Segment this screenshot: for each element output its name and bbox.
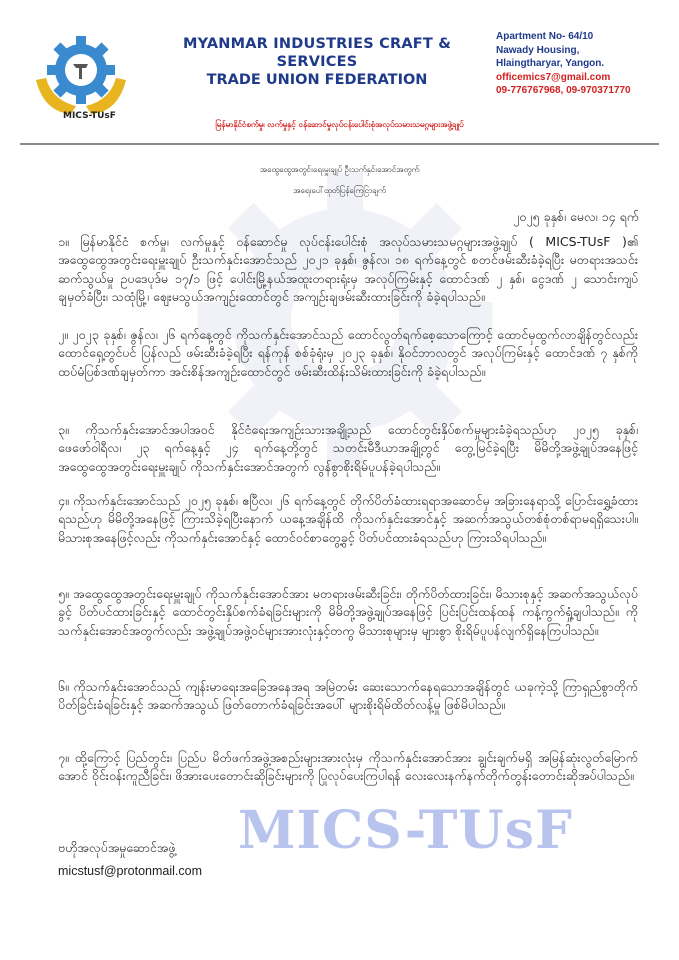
org-name-line2: TRADE UNION FEDERATION <box>206 72 428 88</box>
paragraph-4: ၄။ ကိုသက်နှင်းအောင်သည် ၂၀၂၅ ခုနှစ်၊ ဧပြီလ၊ ၂၆ ရက်နေ့တွင် တိုက်ပိတ်ခံထားရရာအဆောင်မှ အခြားနေရာသို့ ပြောင်းရွှေ့ခံထားရသည်ဟု မိမိတို့အနေဖြင့် ကြားသိခဲ့ရပြီးနောက် ယနေ့အချိန်ထိ ကိုသက်နှင်းအောင်နှင့် အဆက်အသွယ်တစ်စုံတစ်ရာမရရှိသေးပါ။ မိသားစုအနေဖြင့်လည်း ကိုသက်နှင်းအောင်နှင့် ထောင်ဝင်စာတွေ့ခွင့် ပိတ်ပင်ထားခံရသည်ဟု ကြားသိရပါသည်။ <box>58 493 638 545</box>
contact-address <box>496 30 674 98</box>
paragraph-5: ၅။ အထွေထွေအတွင်းရေးမှူးချုပ် ကိုသက်နှင်းအောင်အား မတရားဖမ်းဆီးခြင်း၊ တိုက်ပိတ်ထားခြင်း၊ မိသားစုနှင့် အဆက်အသွယ်လုပ်ခွင့် ပိတ်ပင်ထားခြင်းနှင့် ထောင်တွင်းနှိပ်စက်ခံရခြင်းများကို မိမိတို့အဖွဲ့ချုပ်အနေဖြင့် ပြင်းပြင်းထန်ထန် ကန့်ကွက်ရှုံ့ချပါသည်။ ကိုသက်နှင်းအောင်အတွက်လည်း အဖွဲ့ချုပ်အဖွဲ့ဝင်များအားလုံးနှင့်တကွ မိသားစုများမှ များစွာ စိုးရိမ်ပူပန်လျက်ရှိနေကြပါသည်။ <box>58 586 638 638</box>
paragraph-6: ၆။ ကိုသက်နှင်းအောင်သည် ကျန်းမာရေးအခြေအနေအရ အမြဲတမ်း ဆေးသောက်နေရသောအချိန်တွင် ယခုကဲ့သို့ ကြာရှည်စွာတိုက်ပိတ်ခြင်းခံရခြင်းနှင့် အဆက်အသွယ် ဖြတ်တောက်ခံရခြင်းအပေါ် များစိုးရိမ်ထိတ်လန့်မှု ဖြစ်မိပါသည်။ <box>58 679 638 713</box>
header-divider <box>20 143 659 145</box>
statement-heading-line2: အရေးပေါ်ထုတ်ပြန်ကြေငြာချက် <box>293 186 386 195</box>
paragraph-1: ၁။ မြန်မာနိုင်ငံ စက်မှု၊ လက်မှုနှင့် ဝန်ဆောင်မှု လုပ်ငန်းပေါင်းစုံ အလုပ်သမားသမဂ္ဂများအဖွဲ့ချုပ် ( MICS-TUsF )၏ အထွေထွေအတွင်းရေးမှူးချုပ် ဦးသက်နှင်းအောင်သည် ၂၀၂၁ ခုနှစ်၊ ဇွန်လ၊ ၁၈ ရက်နေ့တွင် စတင်ဖမ်းဆီးခံခဲ့ရပြီး မတရားအသင်းဆက်သွယ်မှု ဥပဒေပုဒ်မ ၁၇/၁ ဖြင့် ပေါင်းမြို့နယ်အထူးတရားရုံးမှ အလုပ်ကြမ်းနှင့် ထောင်ဒဏ် ၂ နှစ်၊ ငွေဒဏ် ၂ သောင်းကျပ် ချမှတ်ခံပြီး၊ သထုံမြို့၊ ဈေးမသွယ်အကျဉ်းထောင်တွင် အကျဉ်းချဖမ်းဆီးထားခြင်းကို ခံခဲ့ရပါသည်။ <box>58 234 638 304</box>
watermark-text: MICS-TUsF <box>238 800 573 861</box>
address-line2: Nawady Housing, <box>496 44 580 56</box>
organization-name <box>152 35 482 89</box>
paragraph-3: ၃။ ကိုသက်နှင်းအောင်အပါအဝင် နိုင်ငံရေးအကျဉ်းသားအချို့သည် ထောင်တွင်းနှိပ်စက်မှုများခံခဲ့ရသည်ဟု ၂၀၂၅ ခုနှစ်၊ ဖေဖော်ဝါရီလ၊ ၂၃ ရက်နေ့နှင့် ၂၄ ရက်နေ့တို့တွင် သတင်းမီဒီယာအချို့တွင် တွေ့မြင်ခဲ့ရပြီး မိမိတို့အဖွဲ့ချုပ်အနေဖြင့် အထွေထွေအတွင်းရေးမှူးချုပ် ကိုသက်နှင်းအောင်အတွက် လွန်စွာစိုးရိမ်ပူပန်ခဲ့ရပါသည်။ <box>58 422 638 474</box>
logo-caption: MICS-TUsF <box>63 111 116 121</box>
signature: ဗဟိုအလုပ်အမှုဆောင်အဖွဲ့ <box>58 840 176 855</box>
paragraph-7: ၇။ ထို့ကြောင့် ပြည်တွင်း၊ ပြည်ပ မိတ်ဖက်အဖွဲ့အစည်းများအားလုံးမှ ကိုသက်နှင်းအောင်အား ချွင်းချက်မရှိ အမြန်ဆုံးလွတ်မြောက်အောင် ဝိုင်းဝန်းကူညီခြင်း၊ ဖိအားပေးတောင်းဆိုခြင်းများကို ပြုလုပ်ပေးကြပါရန် လေးလေးနက်နက်တိုက်တွန်းတောင်းဆိုအပ်ပါသည်။ <box>58 750 638 784</box>
statement-heading-line1: အထွေထွေအတွင်းရေးမှူးချုပ် ဦးသက်နှင်းအောင်အတွက် <box>259 165 420 174</box>
statement-date: ၂၀၂၅ ခုနှစ်၊ မေလ၊ ၁၄ ရက် <box>513 209 639 224</box>
office-email[interactable]: officemics7@gmail.com <box>496 71 611 83</box>
address-line3: Hlaingtharyar, Yangon. <box>496 58 605 69</box>
paragraph-2: ၂။ ၂၀၂၃ ခုနှစ်၊ ဇွန်လ၊ ၂၆ ရက်နေ့တွင် ကိုသက်နှင်းအောင်သည် ထောင်လွတ်ရက်စေ့သောကြောင့် ထောင်မှထွက်လာချိန်တွင်လည်း ထောင်ရှေ့တွင်ပင် ပြန်လည် ဖမ်းဆီးခံခဲ့ရပြီး ရန်ကုန် စစ်ခုံရုံးမှ ၂၀၂၃ ခုနှစ်၊ နိုဝင်ဘာလတွင် အလုပ်ကြမ်းနှင့် ထောင်ဒဏ် ၇ နှစ်ကို ထပ်မံပြစ်ဒဏ်ချမှတ်ကာ အင်းစိန်အကျဉ်းထောင်တွင် ဖမ်းဆီးထိန်းသိမ်းထားခြင်းကို ခံခဲ့ရပါသည်။ <box>58 327 638 379</box>
myanmar-org-title: မြန်မာနိုင်ငံစက်မှု၊ လက်မှုနှင့် ဝန်ဆောင်မှုလုပ်ငန်းပေါင်းစုံအလုပ်သမားသမဂ္ဂများအဖွဲ့ချုပ် <box>215 120 464 129</box>
contact-email[interactable]: micstusf@protonmail.com <box>58 864 202 878</box>
phone-numbers: 09-776767968, 09-970371770 <box>496 85 631 96</box>
org-name-line1: MYANMAR INDUSTRIES CRAFT & SERVICES <box>182 36 452 70</box>
address-line1: Apartment No- 64/10 <box>496 31 594 42</box>
